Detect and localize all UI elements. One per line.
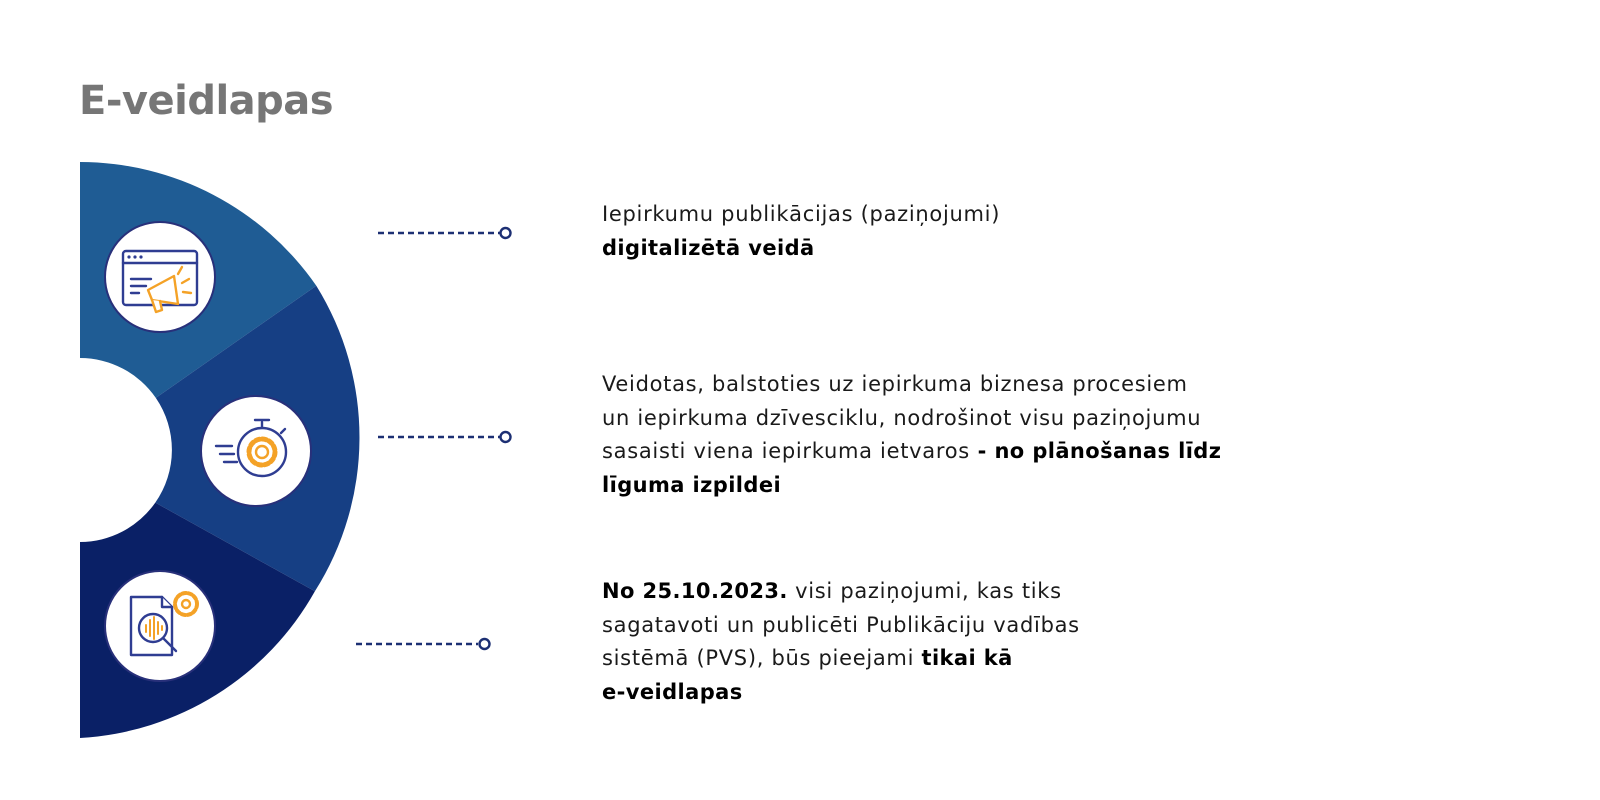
item-text-availability-date: No 25.10.2023. visi paziņojumi, kas tiks sagatavoti un publicēti Publikāciju vadības sistēmā (PVS), būs pieejami tikai kā e-veidlapas bbox=[602, 579, 1080, 704]
item-text-digital-form: Iepirkumu publikācijas (paziņojumi) digitalizētā veidā bbox=[602, 202, 1001, 260]
browser-megaphone-icon bbox=[105, 222, 215, 332]
document-search-gear-icon bbox=[105, 571, 215, 681]
connector-2 bbox=[378, 432, 511, 442]
connector-3 bbox=[356, 639, 490, 649]
page-title: E-veidlapas bbox=[79, 78, 334, 124]
item-text-business-process: Veidotas, balstoties uz iepirkuma biznesa procesiem un iepirkuma dzīvesciklu, nodrošinot visu paziņojumu sasaisti viena iepirkuma ietvaros - no plānošanas līdz līguma izpildei bbox=[602, 372, 1222, 497]
stopwatch-gear-icon bbox=[201, 396, 311, 506]
connector-1 bbox=[378, 228, 511, 238]
